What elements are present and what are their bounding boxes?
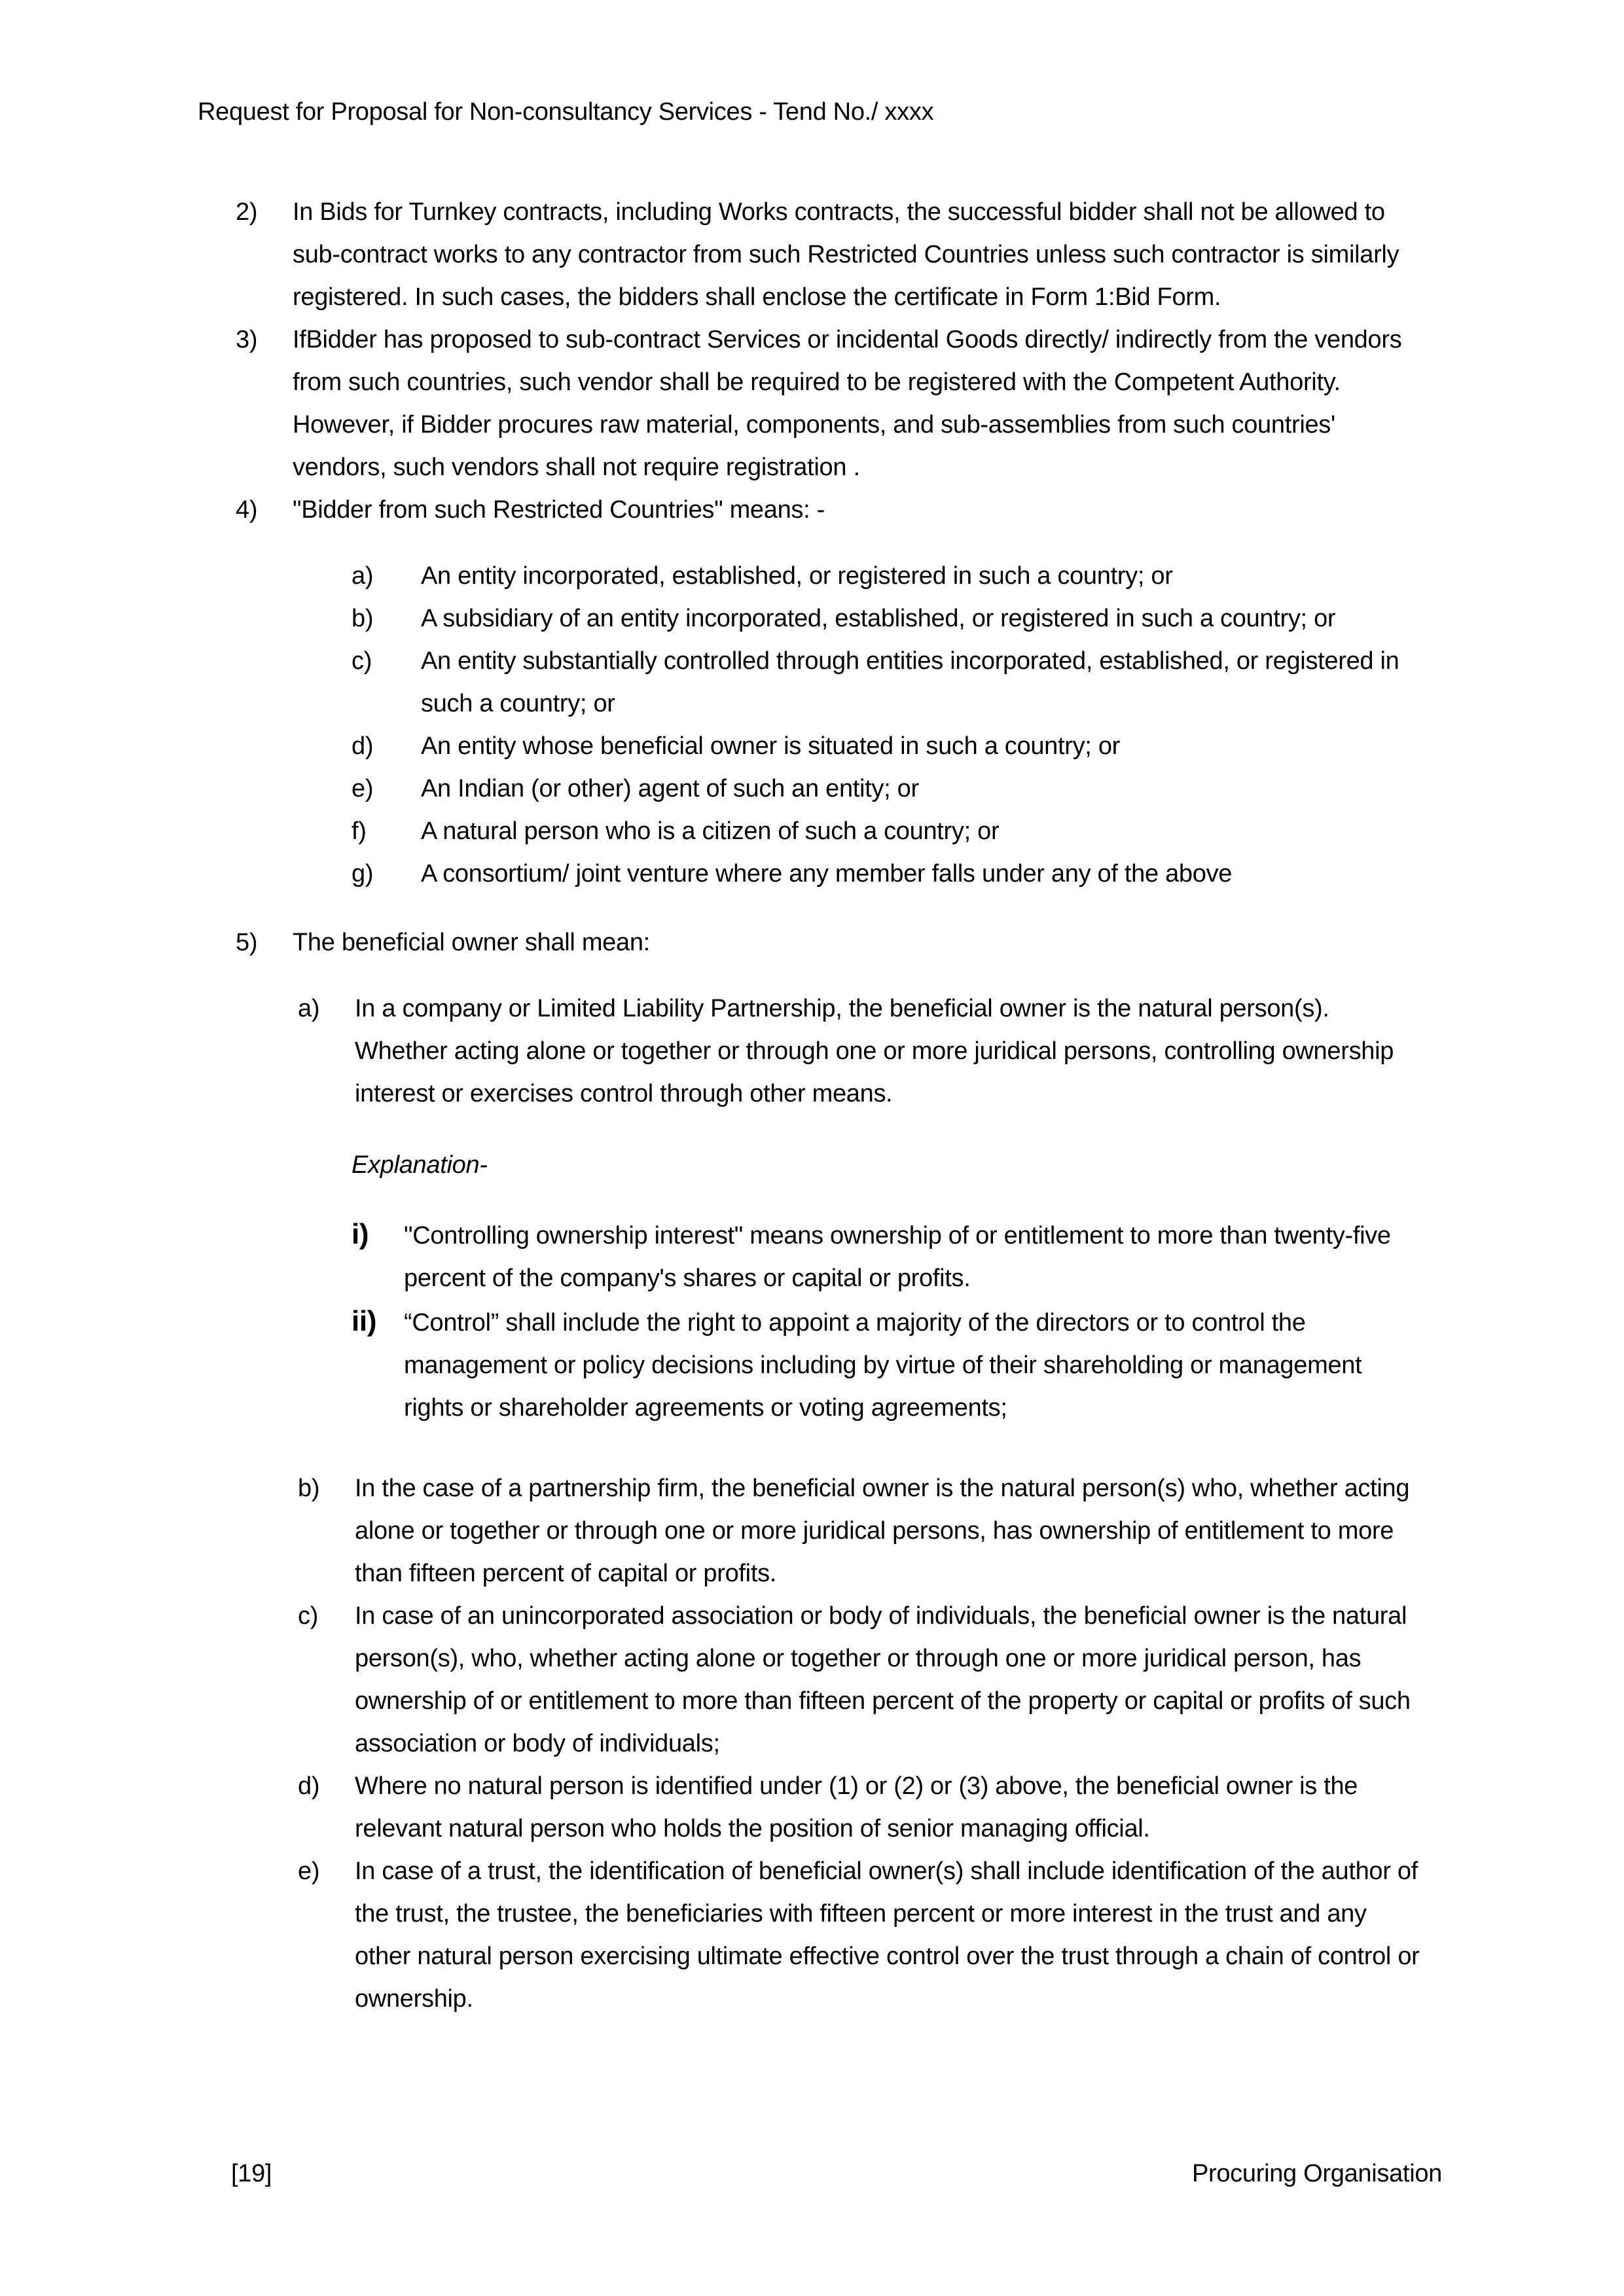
list-item-c <box>0 640 1624 725</box>
list-item-f <box>0 810 1624 853</box>
list-text: An entity whose beneficial owner is situated in such a country; or <box>421 732 1121 760</box>
explanation-label: Explanation- <box>352 1151 488 1179</box>
list-marker: ii) <box>352 1305 377 1337</box>
list-item-3 <box>0 319 1624 489</box>
list-text: “Control” shall include the right to appoint a majority of the directors or to control the management or policy decisions including by virtue of their shareholding or management rights or shareholder agreements or voting agreements; <box>404 1309 1362 1422</box>
list-marker: 2) <box>236 198 258 226</box>
list-item-d <box>0 725 1624 768</box>
list-text: The beneficial owner shall mean: <box>293 929 650 956</box>
list-marker: i) <box>352 1218 369 1250</box>
list-marker: a) <box>352 562 374 590</box>
list-marker: b) <box>352 605 374 632</box>
beneficial-owner-list-rest <box>0 1467 1624 2020</box>
explanation-roman-list <box>0 1213 1624 1429</box>
list-text: In a company or Limited Liability Partnership, the beneficial owner is the natural person(s). Whether acting alone or together or through one or more juridical persons, controlling ownership interest or exercises control through other means. <box>355 995 1394 1107</box>
list-item-d <box>0 1765 1624 1850</box>
list-item-c <box>0 1595 1624 1765</box>
list-item-4 <box>0 489 1624 531</box>
list-item-b <box>0 598 1624 640</box>
list-item-b <box>0 1467 1624 1595</box>
page-number: [19] <box>231 2160 272 2187</box>
restricted-bidder-definition-list <box>0 555 1624 895</box>
list-item-5 <box>0 922 1624 964</box>
list-text: An entity incorporated, established, or registered in such a country; or <box>421 562 1173 590</box>
list-text: In case of a trust, the identification of beneficial owner(s) shall include identification of the author of the trust, the trustee, the beneficiaries with fifteen percent or more interest in the trust and any other natural person exercising ultimate effective control over the trust through a chain of control or ownership. <box>355 1857 1420 2013</box>
list-marker: g) <box>352 860 374 888</box>
list-item-a <box>0 988 1624 1115</box>
list-text: A subsidiary of an entity incorporated, established, or registered in such a country; or <box>421 605 1336 632</box>
list-item-g <box>0 853 1624 895</box>
list-marker: c) <box>352 647 372 675</box>
list-marker: e) <box>298 1857 320 1885</box>
list-text: "Bidder from such Restricted Countries" means: - <box>293 496 825 524</box>
document-body <box>0 191 1624 2020</box>
list-marker: a) <box>298 995 320 1022</box>
list-marker: d) <box>352 732 374 760</box>
list-text: In case of an unincorporated association or body of individuals, the beneficial owner is the natural person(s), who, whether acting alone or together or through one or more juridical person, has ownership of or entitlement to more than fifteen percent of the property or capital or profits of such association or body of individuals; <box>355 1602 1411 1757</box>
list-marker: e) <box>352 775 374 802</box>
list-text: An entity substantially controlled through entities incorporated, established, or registered in such a country; or <box>421 647 1399 717</box>
list-marker: 4) <box>236 496 258 524</box>
item-5 <box>0 922 1624 964</box>
list-marker: f) <box>352 817 367 845</box>
list-text: IfBidder has proposed to sub-contract Services or incidental Goods directly/ indirectly from the vendors from such countries, such vendor shall be required to be registered with the Competent Authority. However, if Bidder procures raw material, components, and sub-assemblies from such countries' vendors, such vendors shall not require registration . <box>293 326 1402 481</box>
list-item-e <box>0 768 1624 810</box>
list-text: Where no natural person is identified under (1) or (2) or (3) above, the beneficial owner is the relevant natural person who holds the position of senior managing official. <box>355 1772 1358 1842</box>
list-text: A natural person who is a citizen of such a country; or <box>421 817 1000 845</box>
list-marker: 5) <box>236 929 258 956</box>
beneficial-owner-item-a <box>0 988 1624 1115</box>
list-text: A consortium/ joint venture where any member falls under any of the above <box>421 860 1233 888</box>
list-item-ii <box>0 1300 1624 1429</box>
list-marker: d) <box>298 1772 320 1800</box>
list-marker: 3) <box>236 326 258 353</box>
list-item-2 <box>0 191 1624 319</box>
footer-organisation: Procuring Organisation <box>1191 2160 1442 2187</box>
list-item-e <box>0 1850 1624 2020</box>
numbered-list <box>0 191 1624 531</box>
list-text: In the case of a partnership firm, the beneficial owner is the natural person(s) who, whether acting alone or together or through one or more juridical persons, has ownership of entitlement to more than fifteen percent of capital or profits. <box>355 1475 1410 1587</box>
list-item-a <box>0 555 1624 598</box>
list-text: An Indian (or other) agent of such an entity; or <box>421 775 919 802</box>
list-marker: b) <box>298 1475 320 1502</box>
page-header: Request for Proposal for Non-consultancy Services - Tend No./ xxxx <box>198 98 934 126</box>
list-marker: c) <box>298 1602 319 1630</box>
list-item-i <box>0 1213 1624 1300</box>
list-text: "Controlling ownership interest" means ownership of or entitlement to more than twenty-five percent of the company's shares or capital or profits. <box>404 1222 1391 1292</box>
list-text: In Bids for Turnkey contracts, including Works contracts, the successful bidder shall not be allowed to sub-contract works to any contractor from such Restricted Countries unless such contractor is similarly registered. In such cases, the bidders shall enclose the certificate in Form 1:Bid Form. <box>293 198 1399 311</box>
